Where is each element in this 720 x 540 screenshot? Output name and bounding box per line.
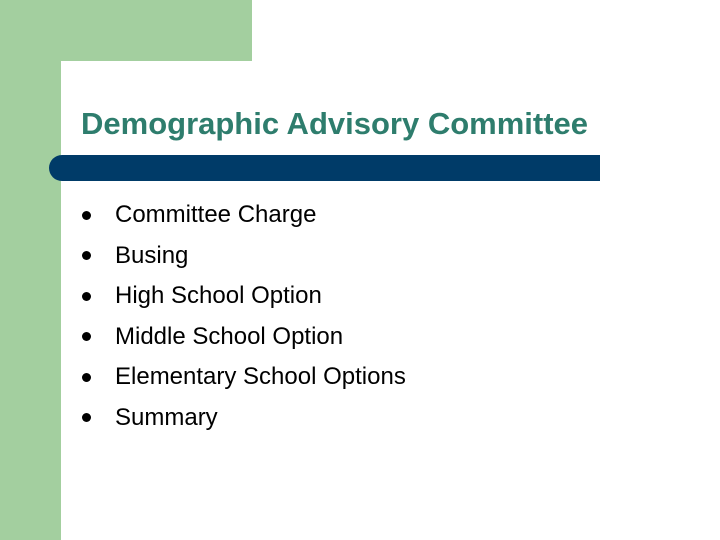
bullet-icon: [82, 292, 91, 301]
title-underline-bar: [49, 155, 600, 181]
list-item: [81, 357, 406, 398]
bullet-icon: [82, 211, 91, 220]
bullet-icon: [82, 413, 91, 422]
bullet-icon: [82, 251, 91, 260]
bullet-text: Committee Charge: [115, 201, 317, 229]
bullet-list: [81, 195, 406, 438]
slide-title: Demographic Advisory Committee: [81, 106, 589, 141]
green-accent-left: [0, 0, 61, 540]
bullet-icon: [82, 373, 91, 382]
bullet-text: Elementary School Options: [115, 363, 406, 391]
bullet-text: Middle School Option: [115, 322, 344, 350]
list-item: [81, 236, 406, 277]
list-item: [81, 398, 406, 439]
list-item: [81, 276, 406, 317]
list-item: [81, 317, 406, 358]
list-item: [81, 195, 406, 236]
bullet-text: Summary: [115, 403, 218, 431]
bullet-icon: [82, 332, 91, 341]
bullet-text: Busing: [115, 241, 189, 269]
bullet-text: High School Option: [115, 282, 322, 310]
